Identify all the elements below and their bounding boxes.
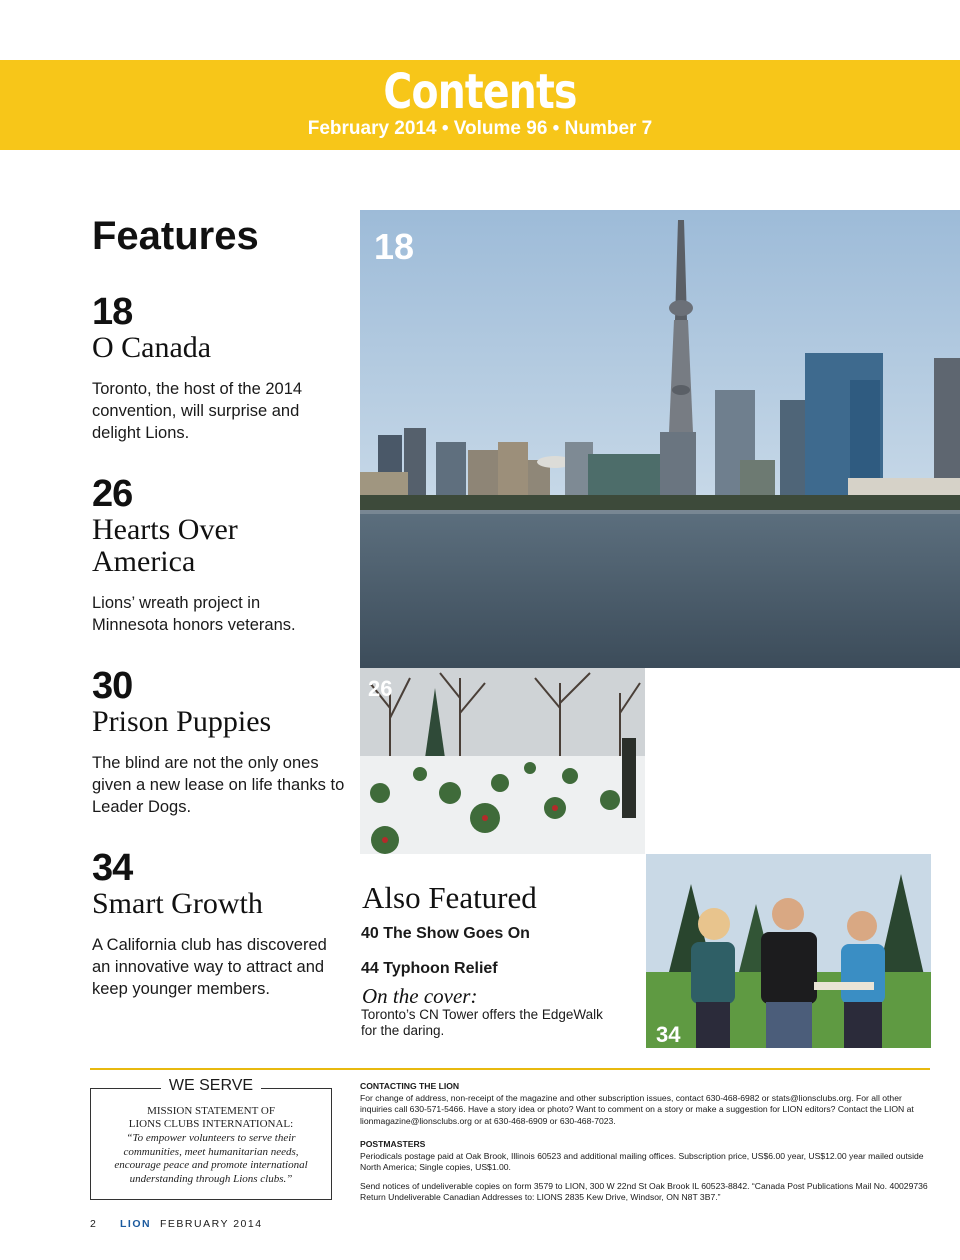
section-divider	[90, 1068, 930, 1070]
also-featured-heading: Also Featured	[362, 880, 537, 915]
feature-description: Lions’ wreath project in Minnesota honors veterans.	[92, 594, 296, 634]
toronto-skyline-image	[360, 210, 960, 668]
also-featured-item[interactable]: 40 The Show Goes On	[361, 925, 530, 942]
contact-heading: CONTACTING THE LION	[360, 1081, 460, 1091]
footer-date: FEBRUARY 2014	[160, 1218, 263, 1230]
page-title: Contents	[383, 64, 577, 120]
contents-banner	[0, 60, 960, 150]
cover-heading: On the cover:	[362, 984, 478, 1008]
mission-title-line: MISSION STATEMENT OF	[147, 1105, 275, 1117]
feature-item-o-canada[interactable]	[92, 292, 352, 444]
feature-title: Hearts Over America	[92, 513, 238, 578]
wreath-cemetery-image	[360, 668, 645, 854]
feature-page-number: 34	[92, 847, 133, 889]
photo-page-number: 18	[374, 226, 415, 267]
page-number: 2	[90, 1218, 98, 1230]
mission-quote: “To empower volunteers to serve their communities, meet humanitarian needs, encourage peace and promote international understanding through Lions clubs.”	[114, 1132, 308, 1185]
also-featured-item[interactable]: 44 Typhoon Relief	[361, 960, 498, 977]
footer-brand: LION	[120, 1218, 152, 1230]
toronto-skyline-photo[interactable]	[360, 210, 960, 668]
photo-page-number: 26	[368, 676, 393, 701]
feature-description: A California club has discovered an innovative way to attract and keep younger members.	[92, 936, 327, 998]
mission-title-line: LIONS CLUBS INTERNATIONAL:	[128, 1118, 294, 1130]
postmasters-section	[360, 1139, 932, 1204]
feature-item-hearts-over-america[interactable]	[92, 474, 352, 636]
photo-page-number: 34	[656, 1022, 681, 1047]
feature-page-number: 26	[92, 473, 133, 515]
feature-description: Toronto, the host of the 2014 convention, will surprise and delight Lions.	[92, 380, 303, 442]
we-serve-label: WE SERVE	[161, 1077, 261, 1094]
contact-text: For change of address, non-receipt of the magazine and other subscription issues, contact 630-468-6982 or stats@lionsclubs.org. For all other inquiries call 630-571-5466. Have a story idea or photo? Want to comment on a story or make a suggestion for LION editors? Contact the LION at lionmagazine@lionsclubs.org or at 630-468-6909 or 630-468-7023.	[360, 1092, 914, 1126]
mission-title	[91, 1105, 331, 1131]
contact-section	[360, 1081, 932, 1127]
feature-item-smart-growth[interactable]	[92, 848, 352, 1000]
postmasters-return-text: Send notices of undeliverable copies on form 3579 to LION, 300 W 22nd St Oak Brook IL 60523-8842. “Canada Post Publications Mail No. 40029736 Return Undeliverable Canadian Addresses to: LIONS 2835 Kew Drive, Windsor, ON N8T 3B7.”	[360, 1180, 928, 1202]
postmasters-text: Periodicals postage paid at Oak Brook, Illinois 60523 and additional mailing offices. Subscription price, US$6.00 year, US$12.00 year mailed outside North America; Single copies, US$1.00.	[360, 1150, 924, 1172]
feature-page-number: 30	[92, 665, 133, 707]
issue-info: February 2014 • Volume 96 • Number 7	[307, 118, 653, 139]
feature-title: O Canada	[92, 331, 212, 364]
features-heading: Features	[92, 214, 259, 258]
smart-growth-image	[646, 854, 931, 1048]
feature-description: The blind are not the only ones given a new lease on life thanks to Leader Dogs.	[92, 754, 345, 816]
mission-statement-box	[90, 1088, 332, 1200]
we-serve-label-wrap	[90, 1077, 332, 1095]
smart-growth-photo[interactable]	[646, 854, 931, 1048]
wreath-cemetery-photo[interactable]	[360, 668, 645, 854]
cover-description: Toronto’s CN Tower offers the EdgeWalk for the daring.	[361, 1007, 603, 1038]
feature-title: Prison Puppies	[92, 705, 272, 738]
feature-title: Smart Growth	[92, 887, 263, 920]
feature-page-number: 18	[92, 291, 133, 333]
postmasters-heading: POSTMASTERS	[360, 1139, 426, 1149]
feature-item-prison-puppies[interactable]	[92, 666, 352, 818]
